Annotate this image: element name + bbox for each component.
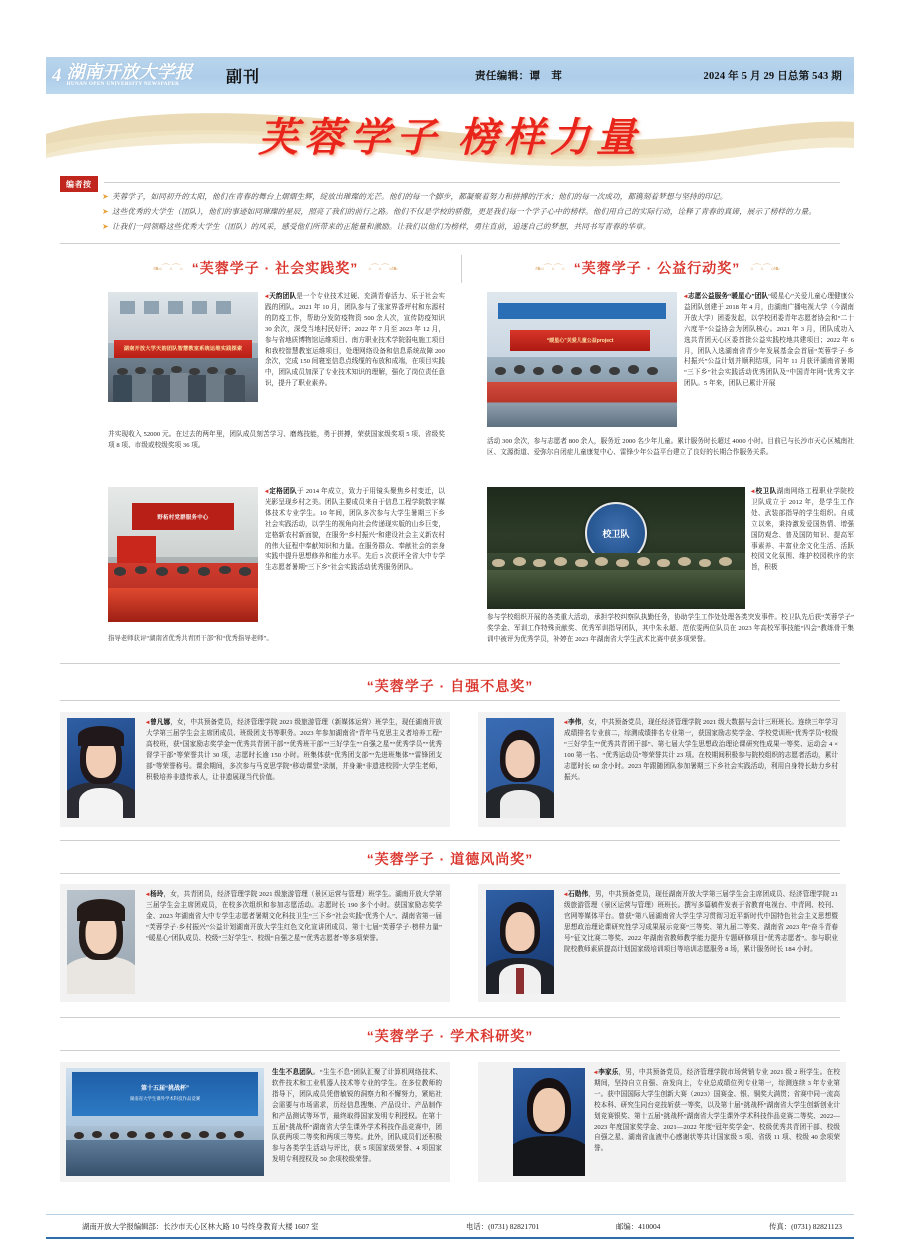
photo-tent (498, 303, 665, 319)
section-divider (60, 1017, 840, 1018)
editor-note (60, 176, 840, 244)
masthead (46, 57, 854, 94)
article-lead: 天韵团队 (269, 293, 297, 300)
article-text: ，男，中共预备党员，经济管理学院市场营销专业 2021 级 2 班学生。在校期间，坚持自立自强、奋发向上，专业总成绩位列专业第一，综测连续 3 年专业第一。获中国国际大学生创新大赛（2023）国赛金、银、铜奖大满贯；省赛中同一流高校本科、研究生同台竞技斩获一等奖，以及第十届“挑战杯”湖南省大学生创新创业计划竞赛银奖、第十五届“挑战杯”湖南省大学生课外学术科技作品竞赛二等奖、2022—2023 年度国家奖学金、2021—2022 年度“冠年奖学金”、校级优秀共青团干部、校级自强之星、湖南省血液中心感谢状等共计国家级 5 项、省级 11 项、校级 40 余项荣誉。 (594, 1069, 840, 1153)
editor-note-item (102, 221, 836, 233)
editor-note-text: 这些优秀的大学生（团队），他们的事迹如同璀璨的星辰，照亮了我们的前行之路。他们不仅是学校的骄傲，更是我们每一个学子心中的榜样。他们用自己的实际行动，诠释了青春的真谛，展示了榜样的力量。 (112, 207, 817, 217)
footer (46, 1214, 854, 1239)
article-nuanxingxin-body (684, 292, 854, 390)
paper-name-cn: 湖南开放大学报 (66, 62, 193, 83)
editor-note-item (102, 206, 836, 218)
portrait-zengfanna (67, 718, 135, 818)
article-lead: 定格团队 (269, 488, 297, 495)
footer-fax: 传真：(0731) 82821123 (768, 1221, 842, 1231)
photo-xiaoweidui-team (487, 487, 745, 609)
portrait-shixunwei (486, 890, 554, 994)
article-dingge-body (265, 487, 445, 574)
bullet-icon: ◂ (564, 891, 567, 898)
section-heading-moral-fashion (300, 849, 600, 869)
article-text: ，女，中共预备党员，现任经济管理学院 2021 级大数据与会计三班班长。连续三年学习成绩排名专业前二，综测成绩排名专业第一，获国家励志奖学金、学校党训班“优秀学员”校级“三好学生”“优秀共青团干部”、第七届大学生思想政治理论课研究性成果一等奖、运动会 4 × 100 第一名、“优秀运动员”等荣誉共计 23 项。在校期间积极参与院校组织的志愿者活动，累计志愿时长 60 余小时。2023 年跟随团队参加暑期三下乡社会实践活动，利用自身特长助力乡村振兴。 (564, 719, 838, 781)
footer-address: 湖南开放大学报编辑部：长沙市天心区林大路 10 号终身教育大楼 1607 室 (82, 1221, 319, 1231)
section-heading-social-practice (110, 258, 440, 278)
article-lead: 李伟 (568, 719, 582, 726)
footer-bottom-rule (46, 1237, 854, 1239)
portrait-yangling (67, 890, 135, 994)
photo-people (66, 1126, 264, 1176)
issue-date: 2024 年 5 月 29 日总第 543 期 (703, 71, 842, 82)
article-tianyun-tail (108, 430, 445, 452)
photo-shengsheng-team (66, 1068, 264, 1176)
photo-red-flag (117, 536, 156, 566)
footer-phone: 电话：(0731) 82821701 (466, 1221, 540, 1231)
editor-note-top-rule (104, 182, 840, 183)
article-lead: 生生不息团队 (272, 1069, 313, 1076)
caption-text: 指导老师获评“湖南省优秀共青团干部”和“优秀指导老师”。 (108, 635, 273, 642)
article-text: 湖南网络工程职业学院校卫队成立于 2012 年，是学生工作处、武装部指导的学生组织。自成立以来，秉持激发爱国热情、增强国防观念、普及国防知识、提高军事素养、丰富业余文化生活、活跃校园文化氛围、维护校园秩序的宗旨，积极 (751, 488, 854, 572)
editor-note-text: 芙蓉学子，如同初升的太阳，他们在青春的舞台上熠熠生辉，绽放出璀璨的光芒。他们的每一个脚步，都凝聚着努力和拼搏的汗水；他们的每一次成功，都镌刻着梦想与坚持的印记。 (112, 192, 728, 201)
article-shengsheng-body (272, 1068, 442, 1166)
article-lead: 李家乐 (598, 1069, 619, 1076)
page-number: 4 (52, 65, 62, 86)
photo-stage-banner (72, 1072, 258, 1115)
ornament-left-icon: ❧◦⌒◦⌒◦ (534, 263, 564, 274)
section-label: 副刊 (226, 69, 261, 86)
article-text: 参与学校组织开展的各类重大活动，承担学校纠察队执勤任务，协助学生工作处处理各类突发事件。校卫队先后获“芙蓉学子”奖学金、军训工作特殊贡献奖、优秀军训指导团队，其中朱永超、范依雯两位队员在 2023 年高校军事技能“四会”教练骨干集训中被评为优秀学员，补婷在 2023 年湖南省大学生武术比赛中获多项荣誉。 (487, 614, 854, 643)
editor-note-bottom-rule (60, 243, 840, 244)
section-divider (60, 840, 840, 841)
bullet-icon: ◂ (146, 719, 149, 726)
section-title: “芙蓉学子 · 社会实践奖” (191, 260, 359, 276)
article-text: 于 2014 年成立，致力于用镜头聚焦乡村变迁，以光影呈现乡村之美。团队主要成员来自于信息工程学院数字媒体技术专业学生。10 年间，团队多次参与大学生暑期三下乡社会实践活动，以学生的视角向社会传递现实版的山乡巨变，定格新农村新面貌，在服务“乡村振兴”和建设社会主义新农村的伟大征程中奉献知识和力量。在服务群众、奉献社会的亲身实践中提升思想修养和能力水平。先后 5 次获评全省大中专学生志愿者暑期“三下乡”社会实践活动优秀服务团队。 (265, 488, 446, 572)
photo-title: 第十五届“挑战杯” (140, 1086, 189, 1093)
article-tianyun-body (265, 292, 445, 390)
article-text: ，女，共青团员，经济管理学院 2021 级旅游管理（景区运营与管理）班学生。湖南开放大学第三届学生会主席团成员，在校多次组织和参加志愿活动。志愿时长 190 多个小时。获国家励志奖学金、2023 年湖南省大中专学生志愿者暑期文化科技卫生“三下乡”社会实践“优秀个人”、湖南省第一届“芙蓉学子·乡村振兴”公益计划湖南开放大学生红色文化宣讲团成员、第十七届“芙蓉学子·榜样力量”“暖星心”团队成员、校级“三好学生”、校级“自强之星”“优秀志愿者”等多项荣誉。 (146, 891, 442, 942)
arrow-right-icon: ➤ (102, 192, 109, 201)
photo-people-row (108, 563, 258, 622)
section-title: “芙蓉学子 · 公益行动奖” (573, 260, 741, 276)
bullet-icon: ◂ (594, 1069, 597, 1076)
article-lead: 志愿公益服务“暖星心”团队 (688, 293, 769, 300)
photo-dingge-team (108, 487, 258, 622)
article-text: 。“生生不息”团队汇聚了计算机网络技术、软件技术和工业机器人技术等专业的学生。在多位教师的指导下，团队成员凭借敏锐的洞察力和不懈努力，紧贴社会需要与市场需求，历经信息搜集、产品设计、产品制作和产品测试等环节，最终取得国家发明专利授权。在第十五届“挑战杯”湖南省大学生课外学术科技作品竞赛中，团队获两项二等奖和两项三等奖。此外，团队成员们还积极参与各类学生活动与评比，获 5 项国家级荣誉、4 项国家发明专利授权及 50 余项校级荣誉。 (272, 1069, 442, 1164)
bullet-icon: ◂ (265, 293, 268, 300)
article-xiaoweidui-body (751, 487, 854, 574)
article-text: ，女，中共预备党员，经济管理学院 2021 级旅游管理（新媒体运营）班学生，现任湖南开放大学第三届学生会主席团成员、班级团支书等职务。2023 年参加湖南省“青年马克思主义者培养工程”高校班，获“国家励志奖学金”“优秀共青团干部”“优秀班干部”“三好学生”“自强之星”“优秀学员”“优秀督学干部”等荣誉共计 30 项，志愿时长逾 150 小时。班集体获“优秀团支部”“先进班集体”“雷锋团支部”等荣誉称号。课余期间，多次参与马克思学院“移动课堂”录制，并身兼“非遗进校园”大学生老师，积极培养非遗传承人，让非遗展现当代价值。 (146, 719, 443, 781)
editor-credit: 责任编辑：谭 茸 (475, 71, 563, 82)
photo-subtitle: 湖南省大学生课外学术科技作品竞赛 (129, 1095, 201, 1101)
paper-name-en: HUNAN OPEN UNIVERSITY NEWSPAPER (66, 81, 180, 88)
page-title: 芙蓉学子 榜样力量 (258, 115, 642, 160)
article-lead: 校卫队 (755, 488, 777, 495)
editor-note-tab: 编者按 (60, 176, 98, 192)
editor-note-item (102, 191, 836, 203)
photo-caption-dingge (108, 633, 448, 642)
portrait-lijiale (513, 1068, 585, 1176)
column-divider (461, 255, 462, 283)
emblem-label: 校卫队 (602, 528, 630, 539)
article-text: 并实现收入 52000 元。在过去的两年里，团队成员刻苦学习、磨炼技能，勇于拼搏，荣获国家级奖项 5 项、省级奖项 8 项、市级或校级奖项 36 项。 (108, 431, 445, 449)
photo-sign-text: 野柘村党群服务中心 (132, 503, 234, 530)
editor-note-text: 让我们一同领略这些优秀大学生（团队）的风采，感受他们所带来的正能量和激励。让我们以他们为榜样，勇往直前，追逐自己的梦想，共同书写青春的华章。 (112, 222, 651, 232)
article-zengfanna-body (146, 718, 442, 783)
photo-banner-text: “暖星心”关爱儿童公益project (510, 330, 651, 352)
photo-formation (487, 553, 745, 609)
article-text: “暖星心”关爱儿童心理健康公益团队创建于 2018 年 4 月，由湖南广播电视大学（今湖南开放大学）团委发起，以学校团委青年志愿者协会和“二十六度半”公益协会为团队核心。2021 年 3 月，团队成功入选共青团天心区委首批公益实践校地共建项目；2022 年 6 月，团队入选湖南省青少年发展基金会首届“芙蓉学子·乡村振兴”公益计划并顺利结项，同年 11 月获评湖南省暑期“三下乡”社会实践活动优秀团队及“中国青年网”优秀文字团队。5 年来，团队已累计开展 (684, 293, 854, 388)
article-yangling-body (146, 890, 442, 945)
photo-building (108, 292, 258, 343)
section-divider (60, 1050, 840, 1051)
photo-banner-text: 湖南开放大学天韵团队智慧教室系统运维实践探索 (114, 340, 252, 359)
article-liwei-body (564, 718, 838, 783)
article-shixunwei-body (564, 890, 838, 955)
section-title: “芙蓉学子 · 道德风尚奖” (366, 851, 534, 867)
bullet-icon: ◂ (265, 488, 268, 495)
bullet-icon: ◂ (564, 719, 567, 726)
photo-tianyun-team (108, 292, 258, 402)
paper-logo (46, 57, 218, 94)
article-lead: 曾凡娜 (150, 719, 171, 726)
photo-crowd (487, 357, 677, 427)
article-text: 是一个专业技术过硬、充满青春活力、乐于社会实践的团队。2021 年 10 月，团队参与了张家界香坪村和东源村的防疫工作，帮助分发防疫物资 500 余人次，宣传防疫知识 30 余次，深受当地村民好评；2022 年 7 月至 2023 年 12 月，参与省地质博物馆运维项目、南方职业技术学院弱电施工项目和我校智慧教室运维项目，处理网络设备和信息系统故障 200 余次，完成 150 间寝室信息点线缆的布放和成端，在项目实践中，团队成员加深了专业技术知识的理解，强化了岗位责任意识，提升了职业素养。 (265, 293, 445, 388)
ornament-left-icon: ❧◦⌒◦⌒◦ (152, 263, 182, 274)
ornament-right-icon: ◦⌒◦⌒◦❧ (750, 263, 780, 274)
section-divider (60, 700, 840, 701)
footer-postcode: 邮编：410004 (616, 1221, 661, 1231)
article-lead: 杨玲 (150, 891, 164, 898)
section-heading-self-improvement (300, 676, 600, 696)
photo-nuanxingxin-team (487, 292, 677, 427)
article-xiaoweidui-tail (487, 613, 854, 646)
bullet-icon: ◂ (684, 293, 687, 300)
bullet-icon: ◂ (751, 488, 754, 495)
bullet-icon: ◂ (146, 891, 149, 898)
arrow-right-icon: ➤ (102, 207, 109, 217)
banner-headline-area (46, 98, 854, 172)
portrait-liwei (486, 718, 554, 818)
article-lead: 石勋伟 (568, 891, 589, 898)
article-text: ，男，中共预备党员，现任湖南开放大学第三届学生会主席团成员、经济管理学院 21 级旅游管理（景区运营与管理）班班长。撰写多篇稿件发表于省教育电视台、中青网、校刊、官网等媒体平台。曾获“第八届湖南省大学生学习贯彻习近平新时代中国特色社会主义思想暨思想政治理论课研究性学习成果展示竞赛”三等奖、第九届二等奖、湖南省 2023 年“奋斗青春号”征文比赛二等奖、2022 年湖南省教师教学能力提升专题研修项目“优秀志愿者”。参与职业院校教师素质提高计划国家级培训项目等培训志愿服务 8 场，累计服务时长 184 小时。 (564, 891, 838, 953)
section-divider (60, 873, 840, 874)
ornament-right-icon: ◦⌒◦⌒◦❧ (368, 263, 398, 274)
section-heading-public-welfare (492, 258, 822, 278)
section-divider (60, 663, 840, 664)
article-text: 活动 300 余次，参与志愿者 800 余人，服务近 2000 名少年儿童。累计服务时长超过 4000 小时。目前已与长沙市天心区城南社区、文源街道、爱弥尔自闭症儿童康复中心、雷锋少年公益平台建立了良好的长期合作服务关系。 (487, 438, 854, 456)
article-nuanxingxin-tail (487, 437, 854, 459)
section-heading-academic-research (300, 1026, 600, 1046)
arrow-right-icon: ➤ (102, 222, 109, 232)
article-lijiale-body (594, 1068, 840, 1155)
photo-crowd (108, 358, 258, 402)
section-title: “芙蓉学子 · 自强不息奖” (366, 678, 534, 694)
section-title: “芙蓉学子 · 学术科研奖” (366, 1028, 534, 1044)
